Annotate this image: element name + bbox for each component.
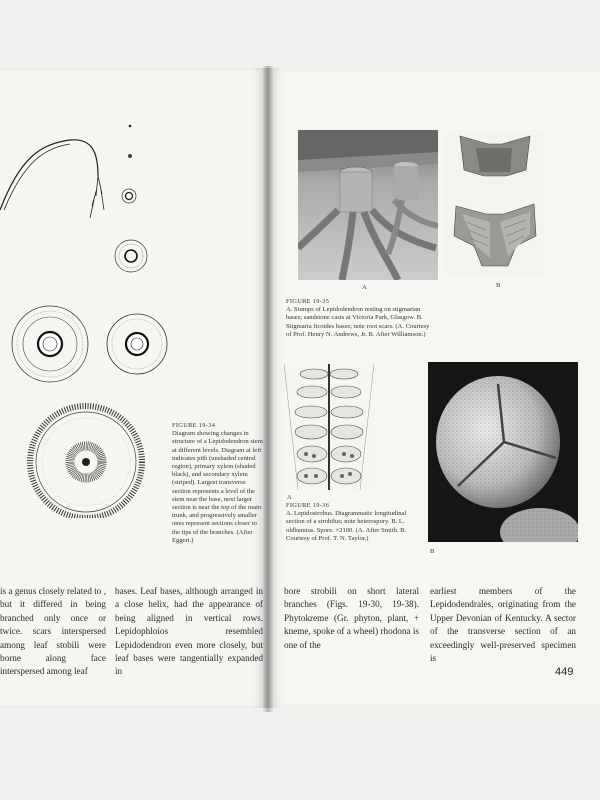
figure-19-36-text: A. Lepidostrobus. Diagrammatic longitudinal section of a strobilus; note heterospory. B. L. oldhamius. Spore. ×2100. (A. After Smith. B. Courtesy of Prof. T. N. Taylor.) (286, 510, 407, 542)
fig35-label-a: A (362, 284, 367, 291)
lepidostrobus-spore-micrograph (428, 362, 578, 542)
stem-section-large-right (107, 314, 167, 374)
left-body-col-1: is a genus closely related to , but it differed in being branched only once or twice. scars interspersed among leaf stobili were borne along face interspersed among leaf (0, 586, 106, 677)
fig36-label-b: B (430, 548, 435, 555)
stem-section-medium (115, 240, 147, 272)
fig35-label-b: B (496, 282, 501, 289)
left-body-col-2: bases. Leaf bases, although arranged in a close helix, had the appearance of being aligned in vertical rows. Lepidophloios resembled Lepidodendron even more closely, but leaf bases were tangentially expanded in (115, 586, 263, 677)
figure-19-34-caption (172, 422, 264, 545)
figure-19-35-heading: FIGURE 19-35 (286, 298, 330, 305)
right-body-col-2: earliest members of the Lepidodendrales, originating from the Upper Devonian of Kentucky. A sector of the transverse section of an exceedingly well-preserved specimen is (430, 586, 576, 664)
right-body-col-1: bore strobili on short lateral branches (Figs. 19-30, 19-38). Phytokreme (Gr. phyton, plant, + kneme, spoke of a wheel) rhodona is one of the (284, 586, 419, 650)
stem-section-small (122, 189, 136, 203)
page-number: 449 (555, 666, 574, 678)
branching-stem-drawing (0, 140, 104, 358)
stem-section-tiny (128, 154, 132, 158)
figure-19-36-heading: FIGURE 19-36 (286, 502, 330, 509)
figure-19-35-text: A. Stumps of Lepidodendron resting on stigmarian bases; sandstone casts at Victoria Park, Glasgow. B. Stigmaria ficoides bases; note root scars. (A. Courtesy of Prof. Henry N. Andrews, Jr. B. After Williamson.) (286, 306, 430, 338)
stigmaria-bases-photo (446, 130, 544, 276)
fig36-label-a: A (287, 494, 292, 501)
lepidostrobus-section-drawing (284, 364, 374, 490)
figure-19-35-caption (286, 298, 431, 339)
figure-19-34-text: Diagram showing changes in structure of a Lepidodendron stem at different levels. Diagram at left indicates pith (unshaded central region), primary xylem (shaded black), and secondary xylem (striped). Largest transverse section represents a level of the stem near the base, next larger section is near the top of the main trunk, and progressively smaller ones represent sections closer to the tips of the branches. (After Eggert.) (172, 430, 263, 544)
figure-19-36-caption (286, 502, 426, 543)
figure-19-34-heading: FIGURE 19-34 (172, 422, 216, 429)
lepidodendron-stumps-photo (298, 130, 438, 280)
stem-section-smallest (129, 125, 132, 128)
stem-section-largest (30, 406, 142, 518)
stem-section-large-left (12, 306, 88, 382)
